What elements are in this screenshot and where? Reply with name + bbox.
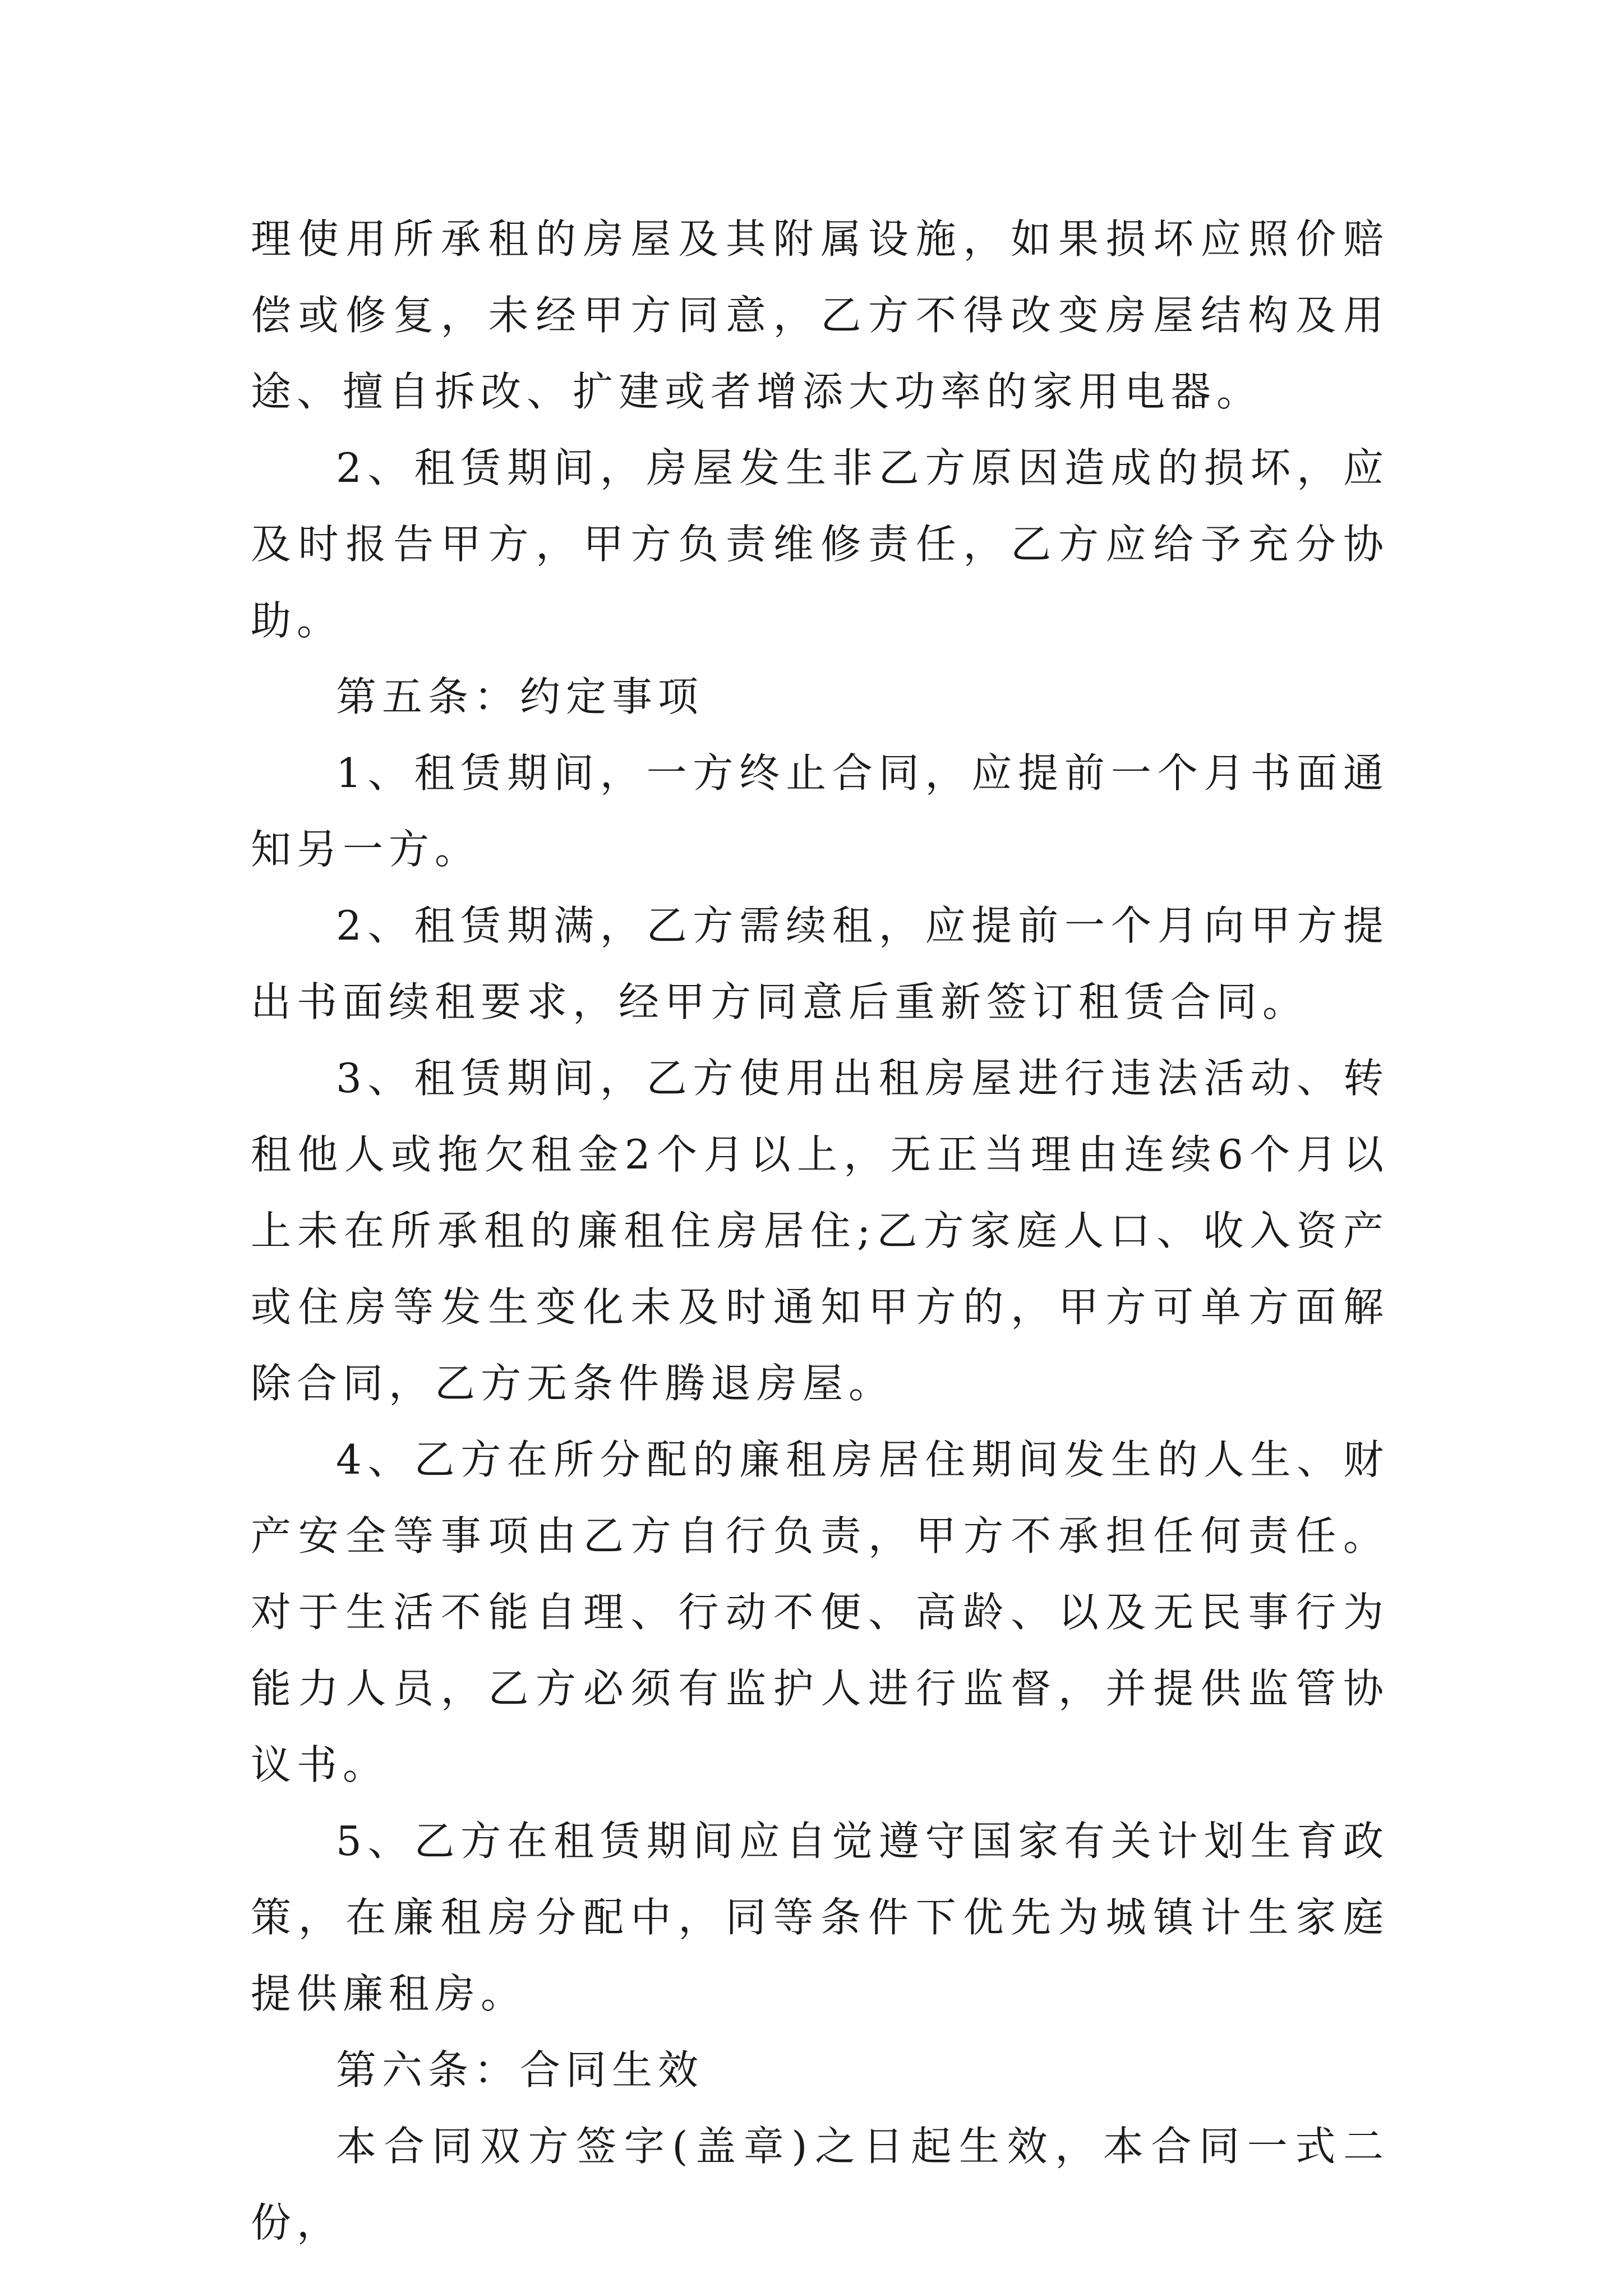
paragraph-effective-clause: 本合同双方签字(盖章)之日起生效，本合同一式二份，	[251, 2123, 1389, 2246]
paragraph-clause-5-3: 3、租赁期间，乙方使用出租房屋进行违法活动、转租他人或拖欠租金2个月以上，无正当理由连续6个月以上未在所承租的廉租住房居住;乙方家庭人口、收入资产或住房等发生变化未及时通知甲方的，甲方可单方面解除合同，乙方无条件腾退房屋。	[251, 1055, 1389, 1407]
section-heading-article-5: 第五条：约定事项	[336, 673, 704, 720]
paragraph-clause-5-2: 2、租赁期满，乙方需续租，应提前一个月向甲方提出书面续租要求，经甲方同意后重新签订租赁合同。	[251, 902, 1389, 1025]
paragraph-clause-5-4: 4、乙方在所分配的廉租房居住期间发生的人生、财产安全等事项由乙方自行负责，甲方不承担任何责任。对于生活不能自理、行动不便、高龄、以及无民事行为能力人员，乙方必须有监护人进行监督，并提供监管协议书。	[251, 1436, 1389, 1788]
paragraph-clause-5-1: 1、租赁期间，一方终止合同，应提前一个月书面通知另一方。	[251, 749, 1389, 873]
paragraph-continuation: 理使用所承租的房屋及其附属设施，如果损坏应照价赔偿或修复，未经甲方同意，乙方不得改变房屋结构及用途、擅自拆改、扩建或者增添大功率的家用电器。	[251, 215, 1389, 415]
paragraph-clause-5-5: 5、乙方在租赁期间应自觉遵守国家有关计划生育政策，在廉租房分配中，同等条件下优先为城镇计生家庭提供廉租房。	[251, 1818, 1389, 2017]
paragraph-clause-4-2: 2、租赁期间，房屋发生非乙方原因造成的损坏，应及时报告甲方，甲方负责维修责任，乙方应给予充分协助。	[251, 444, 1389, 644]
section-heading-article-6: 第六条：合同生效	[336, 2046, 704, 2093]
document-body	[251, 201, 1389, 2261]
